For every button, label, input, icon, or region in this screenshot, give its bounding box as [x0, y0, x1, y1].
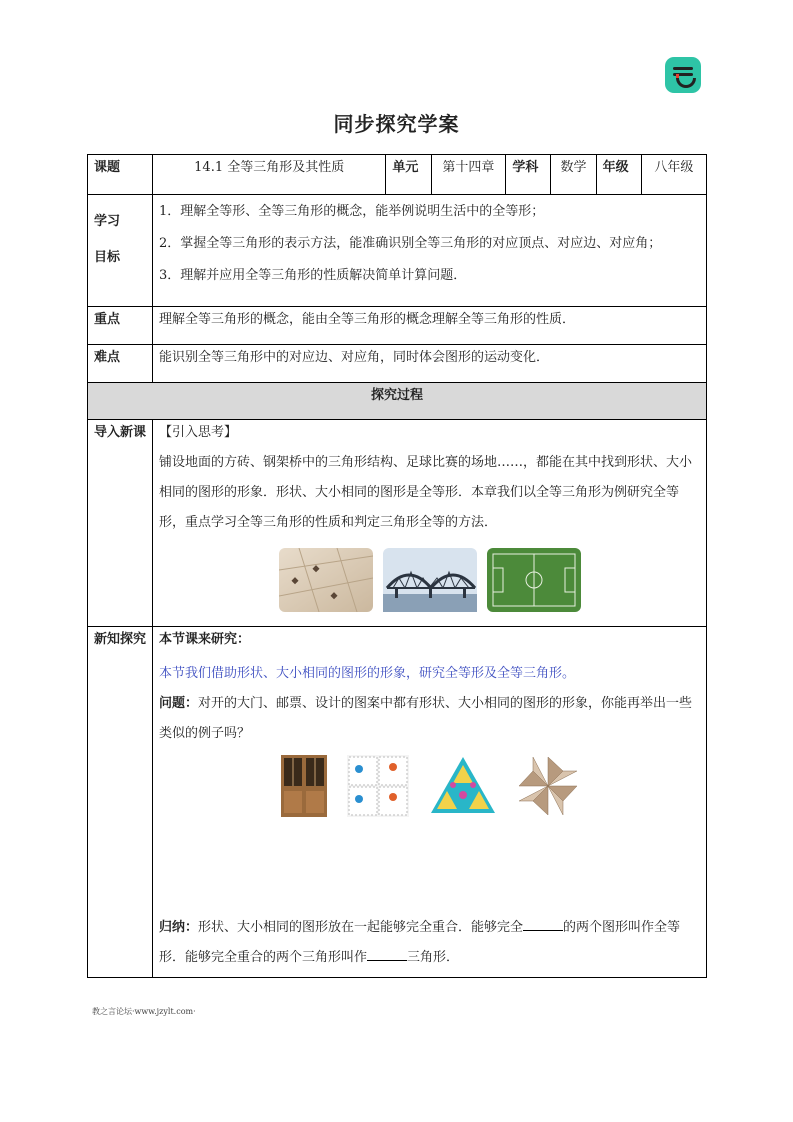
summary-paragraph [159, 913, 700, 973]
goals-label-line2: 目标 [94, 250, 121, 265]
question-text: 对开的大门、邮票、设计的图案中都有形状、大小相同的图形的形象，你能再举出一些类似的例子吗？ [159, 696, 693, 741]
goal-item: 2．掌握全等三角形的表示方法，能准确识别全等三角形的对应顶点、对应边、对应角； [159, 236, 662, 251]
grade-label: 年级 [596, 155, 641, 195]
logo-icon [665, 57, 701, 93]
topic-value: 14.1 全等三角形及其性质 [153, 155, 386, 195]
logo-bar [673, 67, 693, 70]
unit-value: 第十四章 [431, 155, 506, 195]
football-field-image [487, 548, 581, 612]
summary-label: 归纳： [159, 920, 199, 935]
question-label: 问题： [159, 696, 199, 711]
explore-content [153, 627, 707, 978]
explore-images [159, 755, 700, 905]
explore-blue-text: 本节我们借助形状、大小相同的图形的形象，研究全等形及全等三角形。 [159, 666, 576, 681]
goal-item: 1．理解全等形、全等三角形的概念，能举例说明生活中的全等形； [159, 204, 545, 219]
process-title: 探究过程 [88, 383, 707, 420]
grade-value: 八年级 [641, 155, 706, 195]
explore-heading: 本节课来研究： [159, 632, 251, 647]
pinwheel-image [517, 755, 579, 817]
summary-part2: 的两个图形叫作全等形．能够完全重合的两个三角形叫作 [159, 920, 681, 965]
topic-label: 课题 [88, 155, 153, 195]
goals-label [88, 195, 153, 307]
fill-blank[interactable] [523, 930, 563, 931]
intro-content [153, 420, 707, 627]
key-point-label: 重点 [88, 307, 153, 345]
subject-value: 数学 [551, 155, 596, 195]
question-paragraph [159, 689, 700, 749]
floor-tiles-image [279, 548, 373, 612]
goals-label-line1: 学习 [94, 214, 121, 229]
fill-blank[interactable] [367, 960, 407, 961]
footer-text: 教之言论坛·www.jzylt.com· [92, 1007, 196, 1016]
page-title: 同步探究学案 [333, 112, 460, 136]
explore-label: 新知探究 [88, 627, 153, 978]
intro-text: 铺设地面的方砖、钢架桥中的三角形结构、足球比赛的场地……，都能在其中找到形状、大小相同的图形的形象．形状、大小相同的图形是全等形．本章我们以全等三角形为例研究全等形，重点学习全等三角形的性质和判定三角形全等的方法． [159, 455, 693, 530]
intro-label: 导入新课 [88, 420, 153, 627]
goals-list [153, 195, 707, 307]
intro-images [159, 548, 700, 612]
summary-part3: 三角形． [407, 950, 460, 965]
lesson-table [87, 154, 707, 978]
difficulty-label: 难点 [88, 345, 153, 383]
difficulty-text: 能识别全等三角形中的对应边、对应角，同时体会图形的运动变化． [153, 345, 707, 383]
intro-heading: 【引入思考】 [159, 425, 238, 440]
bridge-image [383, 548, 477, 612]
triangle-pattern-image [429, 755, 497, 815]
summary-part1: 形状、大小相同的图形放在一起能够完全重合．能够完全 [198, 920, 524, 935]
key-point-text: 理解全等三角形的概念，能由全等三角形的概念理解全等三角形的性质． [153, 307, 707, 345]
stamps-image [347, 755, 409, 817]
logo-smile [676, 78, 696, 88]
door-image [281, 755, 327, 817]
goal-item: 3．理解并应用全等三角形的性质解决简单计算问题． [159, 268, 467, 283]
unit-label: 单元 [386, 155, 431, 195]
subject-label: 学科 [506, 155, 551, 195]
